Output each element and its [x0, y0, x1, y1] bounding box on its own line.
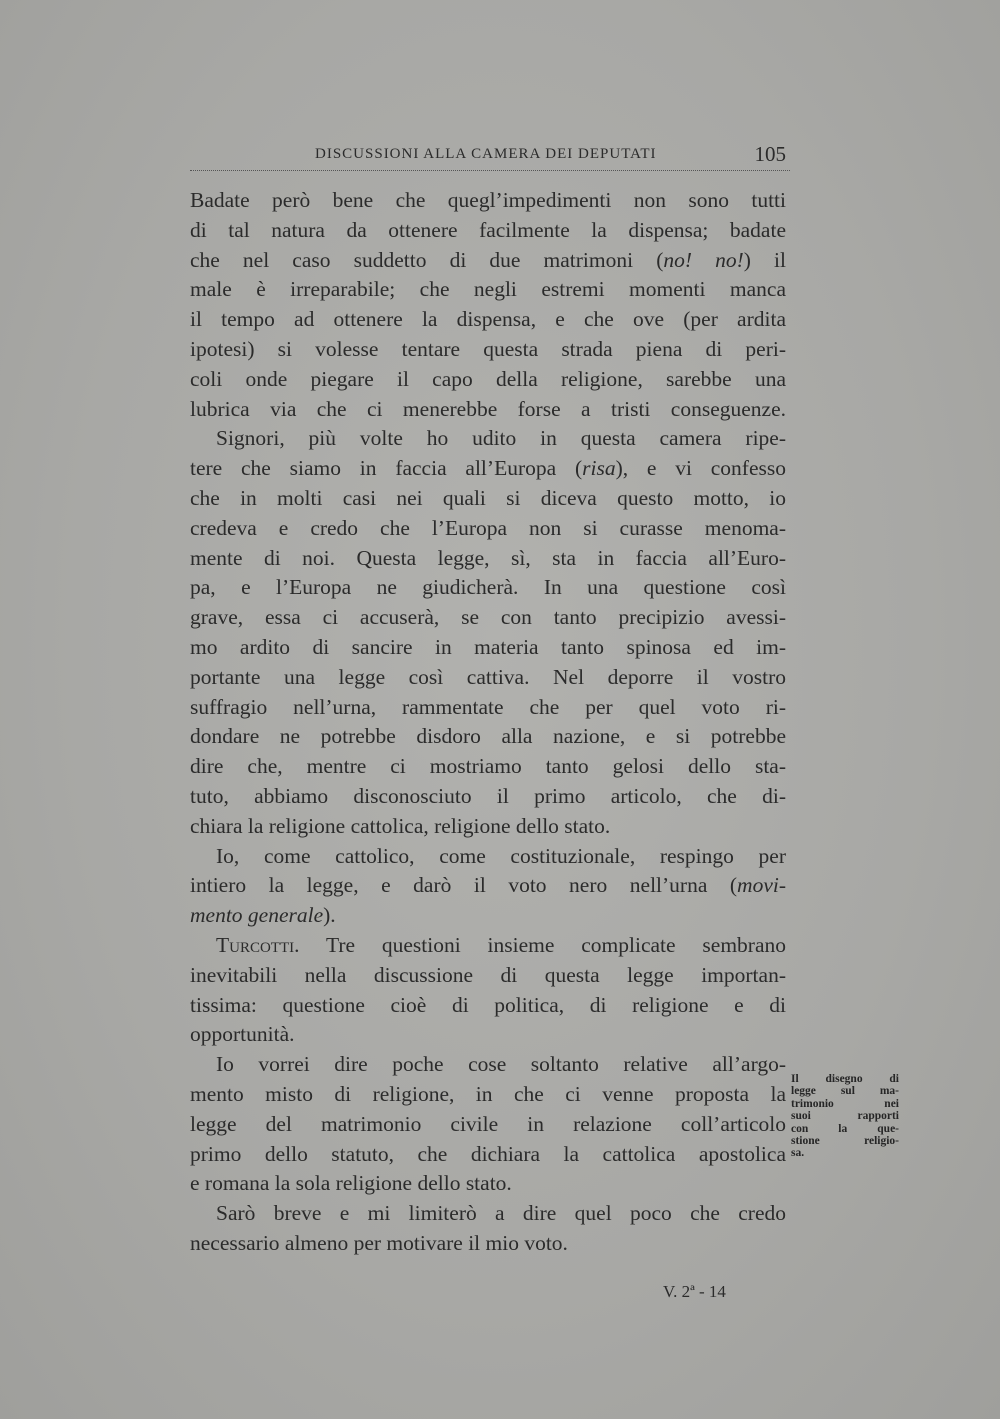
- text-line: di tal natura da ottenere facilmente la dispensa; badate: [190, 217, 786, 242]
- text-line: coli onde piegare il capo della religione, sarebbe una: [190, 366, 786, 391]
- text-line: primo dello statuto, che dichiara la cattolica apostolica: [190, 1141, 786, 1166]
- text-line: mento generale).: [190, 903, 336, 928]
- text-line: portante una legge così cattiva. Nel deporre il vostro: [190, 664, 786, 689]
- text-line: opportunità.: [190, 1022, 295, 1047]
- text-line: chiara la religione cattolica, religione dello stato.: [190, 813, 611, 838]
- text-line: e romana la sola religione dello stato.: [190, 1171, 512, 1196]
- signature-mark: V. 2ª - 14: [663, 1282, 726, 1301]
- text-line: dondare ne potrebbe disdoro alla nazione, e si potrebbe: [190, 724, 786, 749]
- text-line: il tempo ad ottenere la dispensa, e che ove (per ardita: [190, 307, 786, 332]
- text-line: tissima: questione cioè di politica, di religione e di: [190, 992, 786, 1017]
- text-line: tuto, abbiamo disconosciuto il primo articolo, che di-: [190, 783, 786, 808]
- page-number: 105: [754, 142, 786, 166]
- margin-note-line: legge sul ma-: [791, 1085, 899, 1098]
- text-line: Io, come cattolico, come costituzionale, respingo per: [216, 843, 786, 868]
- text-line: ipotesi) si volesse tentare questa strada piena di peri-: [190, 336, 786, 361]
- text-line: male è irreparabile; che negli estremi momenti manca: [190, 277, 786, 302]
- running-head: DISCUSSIONI ALLA CAMERA DEI DEPUTATI: [315, 146, 657, 162]
- text-line: tere che siamo in faccia all’Europa (risa), e vi confesso: [190, 456, 786, 481]
- text-line: pa, e l’Europa ne giudicherà. In una questione così: [190, 575, 786, 600]
- text-line: credeva e credo che l’Europa non si curasse menoma-: [190, 515, 786, 540]
- margin-note: [791, 1073, 899, 1160]
- text-line: Sarò breve e mi limiterò a dire quel poco che credo: [216, 1201, 786, 1226]
- text-line: Signori, più volte ho udito in questa camera ripe-: [216, 426, 786, 451]
- margin-note-line: suoi rapporti: [791, 1110, 899, 1123]
- text-line: mo ardito di sancire in materia tanto spinosa ed im-: [190, 634, 786, 659]
- text-line: lubrica via che ci menerebbe forse a tristi conseguenze.: [190, 396, 786, 421]
- text-line: intiero la legge, e darò il voto nero nell’urna (movi-: [190, 873, 786, 898]
- margin-note-line: stione religio-: [791, 1135, 899, 1148]
- text-line: Badate però bene che quegl’impedimenti non sono tutti: [190, 188, 786, 212]
- page-header: [190, 144, 790, 171]
- margin-note-line: Il disegno di: [791, 1073, 899, 1085]
- body-text: [190, 186, 786, 1259]
- text-line: grave, essa ci accuserà, se con tanto precipizio avessi-: [190, 605, 786, 630]
- text-line: suffragio nell’urna, rammentate che per quel voto ri-: [190, 694, 786, 719]
- text-line: necessario almeno per motivare il mio voto.: [190, 1230, 568, 1255]
- text-line: che nel caso suddetto di due matrimoni (no! no!) il: [190, 247, 787, 272]
- text-line: Turcotti. Tre questioni insieme complicate sembrano: [216, 932, 786, 957]
- text-line: legge del matrimonio civile in relazione coll’articolo: [190, 1111, 786, 1136]
- text-line: inevitabili nella discussione di questa legge importan-: [190, 962, 786, 987]
- margin-note-line: sa.: [791, 1147, 805, 1160]
- text-line: mente di noi. Questa legge, sì, sta in faccia all’Euro-: [190, 545, 786, 570]
- text-line: Io vorrei dire poche cose soltanto relative all’argo-: [216, 1052, 786, 1077]
- text-line: mento misto di religione, in che ci venne proposta la: [190, 1081, 786, 1106]
- text-line: dire che, mentre ci mostriamo tanto gelosi dello sta-: [190, 754, 786, 779]
- margin-note-line: con la que-: [791, 1122, 899, 1135]
- margin-note-line: trimonio nei: [791, 1097, 899, 1110]
- text-line: che in molti casi nei quali si diceva questo motto, io: [190, 485, 786, 510]
